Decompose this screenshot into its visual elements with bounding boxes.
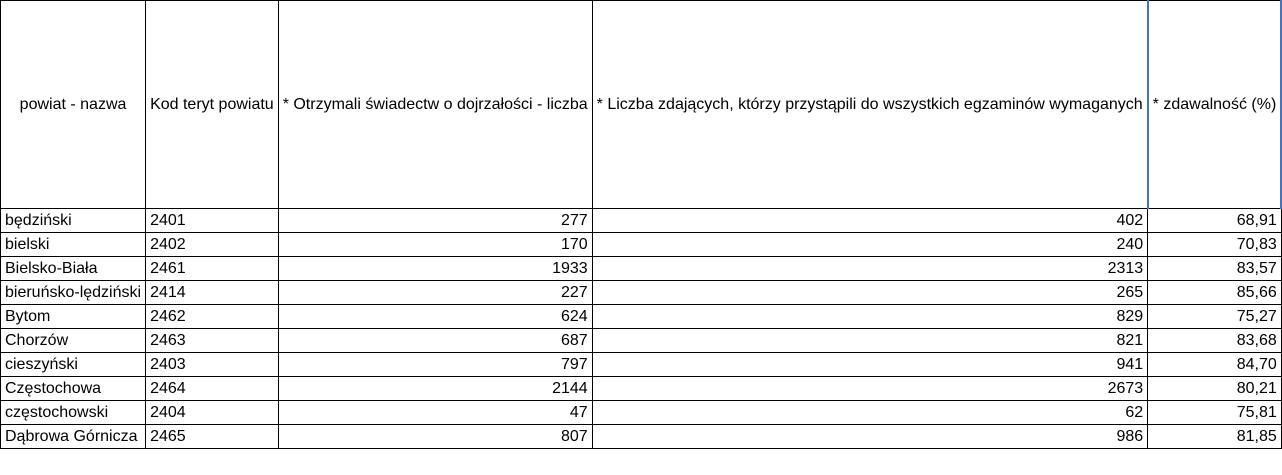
cell-powiat-nazwa[interactable]: bielski — [1, 233, 146, 257]
cell-zdawalnosc[interactable]: 75,81 — [1148, 401, 1282, 425]
cell-liczba-zdajacych[interactable]: 2673 — [592, 377, 1148, 401]
cell-zdawalnosc[interactable]: 84,70 — [1148, 353, 1282, 377]
cell-zdawalnosc[interactable]: 75,27 — [1148, 305, 1282, 329]
table-row — [1, 233, 1282, 257]
table-row — [1, 425, 1282, 449]
cell-powiat-nazwa[interactable]: będziński — [1, 209, 146, 233]
cell-kod-teryt[interactable]: 2401 — [146, 209, 279, 233]
table-row — [1, 401, 1282, 425]
cell-otrzymali-swiadectw[interactable]: 227 — [278, 281, 592, 305]
table-row — [1, 353, 1282, 377]
cell-kod-teryt[interactable]: 2462 — [146, 305, 279, 329]
cell-powiat-nazwa[interactable]: Bytom — [1, 305, 146, 329]
cell-liczba-zdajacych[interactable]: 2313 — [592, 257, 1148, 281]
cell-kod-teryt[interactable]: 2402 — [146, 233, 279, 257]
cell-otrzymali-swiadectw[interactable]: 1933 — [278, 257, 592, 281]
cell-powiat-nazwa[interactable]: Częstochowa — [1, 377, 146, 401]
cell-zdawalnosc[interactable]: 83,57 — [1148, 257, 1282, 281]
cell-liczba-zdajacych[interactable]: 941 — [592, 353, 1148, 377]
cell-otrzymali-swiadectw[interactable]: 624 — [278, 305, 592, 329]
table-row — [1, 281, 1282, 305]
table-row — [1, 257, 1282, 281]
cell-powiat-nazwa[interactable]: częstochowski — [1, 401, 146, 425]
cell-otrzymali-swiadectw[interactable]: 2144 — [278, 377, 592, 401]
cell-powiat-nazwa[interactable]: bieruńsko-lędziński — [1, 281, 146, 305]
table-row — [1, 209, 1282, 233]
cell-zdawalnosc[interactable]: 70,83 — [1148, 233, 1282, 257]
cell-liczba-zdajacych[interactable]: 240 — [592, 233, 1148, 257]
header-kod-teryt[interactable]: Kod teryt powiatu — [146, 1, 279, 209]
cell-liczba-zdajacych[interactable]: 265 — [592, 281, 1148, 305]
cell-powiat-nazwa[interactable]: Bielsko-Biała — [1, 257, 146, 281]
cell-liczba-zdajacych[interactable]: 986 — [592, 425, 1148, 449]
cell-zdawalnosc[interactable]: 80,21 — [1148, 377, 1282, 401]
cell-powiat-nazwa[interactable]: Chorzów — [1, 329, 146, 353]
cell-liczba-zdajacych[interactable]: 62 — [592, 401, 1148, 425]
cell-zdawalnosc[interactable]: 85,66 — [1148, 281, 1282, 305]
table-row — [1, 305, 1282, 329]
header-zdawalnosc[interactable]: * zdawalność (%) — [1148, 1, 1282, 209]
cell-otrzymali-swiadectw[interactable]: 47 — [278, 401, 592, 425]
cell-kod-teryt[interactable]: 2465 — [146, 425, 279, 449]
cell-liczba-zdajacych[interactable]: 829 — [592, 305, 1148, 329]
table-row — [1, 377, 1282, 401]
cell-otrzymali-swiadectw[interactable]: 797 — [278, 353, 592, 377]
header-powiat-nazwa[interactable]: powiat - nazwa — [1, 1, 146, 209]
cell-powiat-nazwa[interactable]: Dąbrowa Górnicza — [1, 425, 146, 449]
cell-kod-teryt[interactable]: 2461 — [146, 257, 279, 281]
header-liczba-zdajacych[interactable]: * Liczba zdających, którzy przystąpili do wszystkich egzaminów wymaganych — [592, 1, 1148, 209]
cell-zdawalnosc[interactable]: 83,68 — [1148, 329, 1282, 353]
cell-liczba-zdajacych[interactable]: 402 — [592, 209, 1148, 233]
cell-zdawalnosc[interactable]: 81,85 — [1148, 425, 1282, 449]
cell-powiat-nazwa[interactable]: cieszyński — [1, 353, 146, 377]
cell-otrzymali-swiadectw[interactable]: 277 — [278, 209, 592, 233]
header-otrzymali-swiadectw[interactable]: * Otrzymali świadectw o dojrzałości - liczba — [278, 1, 592, 209]
cell-otrzymali-swiadectw[interactable]: 170 — [278, 233, 592, 257]
cell-liczba-zdajacych[interactable]: 821 — [592, 329, 1148, 353]
cell-kod-teryt[interactable]: 2414 — [146, 281, 279, 305]
cell-kod-teryt[interactable]: 2403 — [146, 353, 279, 377]
cell-kod-teryt[interactable]: 2463 — [146, 329, 279, 353]
cell-kod-teryt[interactable]: 2464 — [146, 377, 279, 401]
cell-otrzymali-swiadectw[interactable]: 687 — [278, 329, 592, 353]
header-row — [1, 1, 1282, 209]
cell-otrzymali-swiadectw[interactable]: 807 — [278, 425, 592, 449]
table-row — [1, 329, 1282, 353]
cell-zdawalnosc[interactable]: 68,91 — [1148, 209, 1282, 233]
cell-kod-teryt[interactable]: 2404 — [146, 401, 279, 425]
